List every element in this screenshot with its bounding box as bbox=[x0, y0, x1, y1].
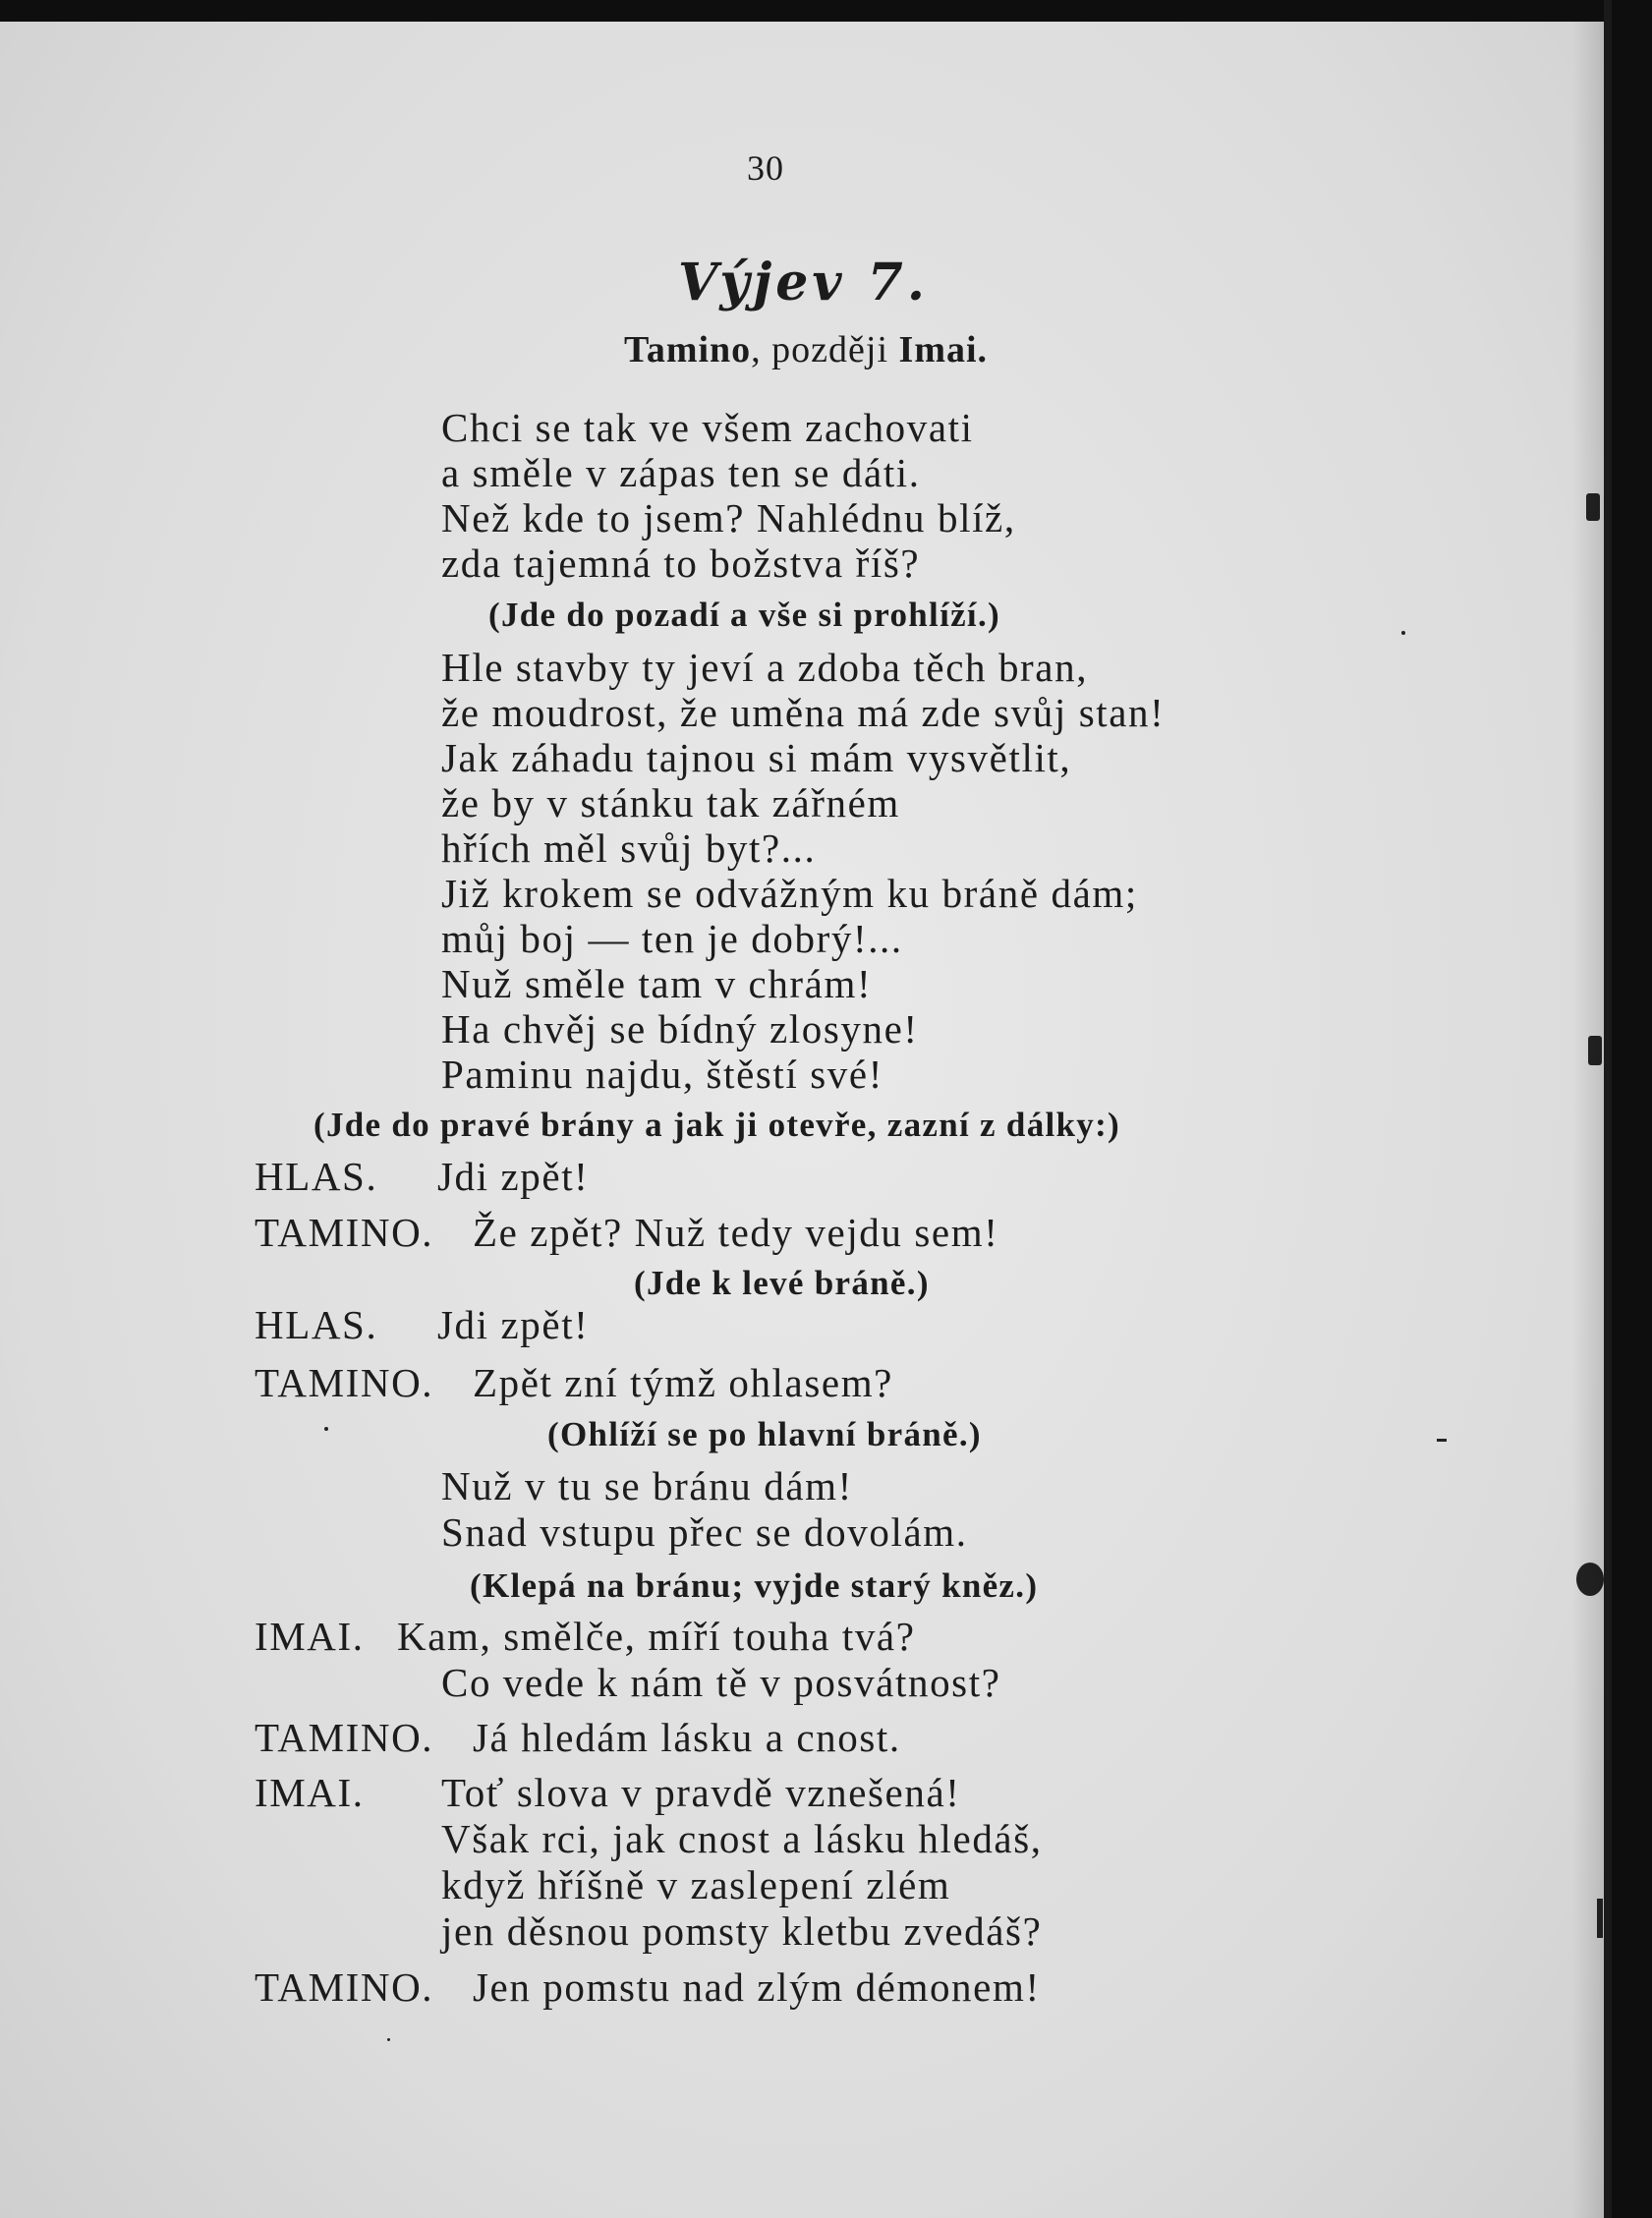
verse-line: Snad vstupu přec se dovolám. bbox=[441, 1509, 968, 1555]
speck bbox=[1437, 1439, 1447, 1442]
dialogue-text: Kam, smělče, míří touha tvá? bbox=[397, 1614, 916, 1659]
persons-later: , později bbox=[751, 329, 899, 370]
verse-line: Ha chvěj se bídný zlosyne! bbox=[441, 1006, 919, 1052]
speck bbox=[387, 2038, 390, 2041]
verse-line: Paminu najdu, štěstí své! bbox=[441, 1052, 883, 1097]
speaker-name: TAMINO. bbox=[255, 1360, 434, 1405]
page-number: 30 bbox=[747, 148, 784, 188]
dialogue-text: Však rci, jak cnost a lásku hledáš, bbox=[441, 1816, 1043, 1861]
speaker-name: IMAI. bbox=[255, 1770, 365, 1815]
dialogue-text: jen děsnou pomsty kletbu zvedáš? bbox=[441, 1908, 1043, 1954]
dialogue-text: Toť slova v pravdě vznešená! bbox=[441, 1770, 961, 1815]
verse-line: a směle v zápas ten se dáti. bbox=[441, 450, 921, 495]
dialogue-text: Já hledám lásku a cnost. bbox=[473, 1715, 901, 1760]
dialogue-line bbox=[255, 1154, 378, 1199]
page-gutter-shadow bbox=[1572, 22, 1604, 2218]
dialogue-text: Jdi zpět! bbox=[437, 1302, 590, 1347]
stage-direction: (Klepá na bránu; vyjde starý kněz.) bbox=[470, 1566, 1039, 1605]
verse-line: Chci se tak ve všem zachovati bbox=[441, 405, 974, 450]
persons-tamino: Tamino bbox=[623, 329, 752, 370]
stage-direction: (Jde do pravé brány a jak ji otevře, zazní z dálky:) bbox=[313, 1106, 1120, 1144]
book-spine bbox=[1604, 0, 1612, 2218]
stage-direction: (Ohlíží se po hlavní bráně.) bbox=[547, 1415, 982, 1453]
verse-line: Nuž v tu se bránu dám! bbox=[441, 1463, 853, 1508]
verse-line: můj boj — ten je dobrý!... bbox=[441, 916, 903, 961]
verse-line: zda tajemná to božstva říš? bbox=[441, 540, 921, 586]
speaker-name: TAMINO. bbox=[255, 1210, 434, 1255]
dialogue-text: Jen pomstu nad zlým démonem! bbox=[473, 1964, 1041, 2010]
dialogue-text: Zpět zní týmž ohlasem? bbox=[473, 1360, 893, 1405]
verse-line: hřích měl svůj byt?... bbox=[441, 825, 817, 871]
persons-imai: Imai. bbox=[898, 329, 989, 370]
dialogue-text: Jdi zpět! bbox=[437, 1154, 590, 1199]
book-page bbox=[0, 22, 1607, 2218]
verse-line: Již krokem se odvážným ku bráně dám; bbox=[441, 871, 1138, 916]
scene-persons bbox=[0, 328, 1607, 371]
speaker-name: IMAI. bbox=[255, 1614, 365, 1659]
dialogue-text: když hříšně v zaslepení zlém bbox=[441, 1862, 951, 1907]
speck bbox=[324, 1427, 328, 1431]
verse-line: že by v stánku tak zářném bbox=[441, 780, 900, 825]
dialogue-text: Co vede k nám tě v posvátnost? bbox=[441, 1660, 1001, 1705]
verse-line: že moudrost, že uměna má zde svůj stan! bbox=[441, 690, 1166, 735]
speaker-name: TAMINO. bbox=[255, 1964, 434, 2010]
scene-title: Výjev 7. bbox=[678, 253, 929, 313]
dialogue-text: Že zpět? Nuž tedy vejdu sem! bbox=[473, 1210, 999, 1255]
speaker-name: HLAS. bbox=[255, 1302, 378, 1347]
verse-line: Nuž směle tam v chrám! bbox=[441, 961, 873, 1006]
verse-line: Hle stavby ty jeví a zdoba těch bran, bbox=[441, 645, 1089, 690]
verse-line: Než kde to jsem? Nahlédnu blíž, bbox=[441, 495, 1016, 540]
speaker-name: HLAS. bbox=[255, 1154, 378, 1199]
speaker-name: TAMINO. bbox=[255, 1715, 434, 1760]
verse-line: Jak záhadu tajnou si mám vysvětlit, bbox=[441, 735, 1072, 780]
speck bbox=[1401, 631, 1405, 635]
stage-direction: (Jde k levé bráně.) bbox=[634, 1264, 930, 1302]
stage-direction: (Jde do pozadí a vše si prohlíží.) bbox=[488, 596, 1000, 634]
